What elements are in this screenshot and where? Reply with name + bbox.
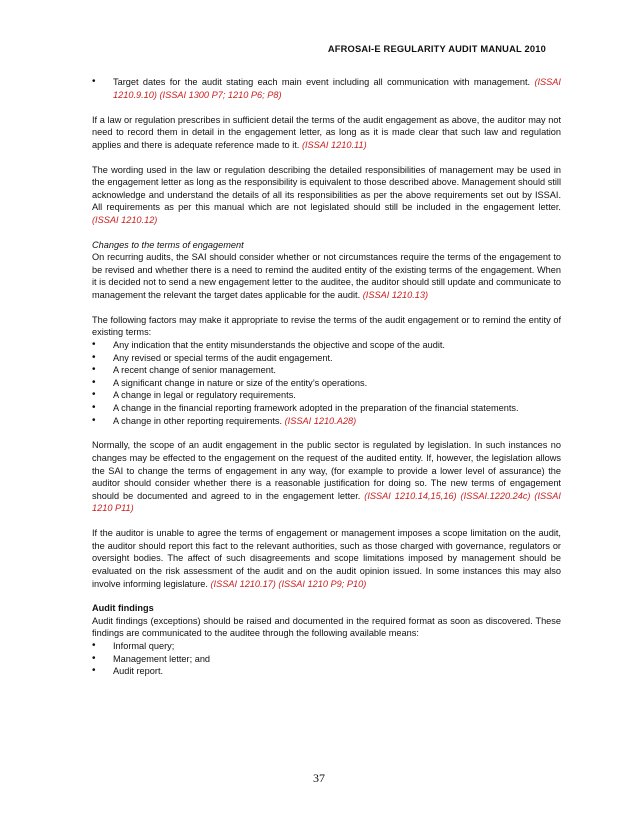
issai-reference: (ISSAI 1210.13) <box>362 290 429 301</box>
section-audit-findings: Audit findings Audit findings (exceptions) should be raised and documented in the required format as soon as discovered. These findings are communicated to the auditee through the following available means: <box>92 603 561 639</box>
factors-intro: The following factors may make it appropriate to revise the terms of the audit engagement or to remind the entity of existing terms: <box>92 314 561 338</box>
list-item: • Audit report. <box>92 665 561 678</box>
list-item: • A change in other reporting requirements. (ISSAI 1210.A28) <box>92 415 561 428</box>
issai-reference: (ISSAI 1210.11) <box>301 139 367 150</box>
issai-reference: (ISSAI 1210.9.10) (ISSAI 1300 P7; 1210 P6; P8) <box>113 77 561 100</box>
target-dates-list <box>92 76 561 101</box>
page-number: 37 <box>313 771 325 785</box>
list-item: • A change in the financial reporting framework adopted in the preparation of the financial statements. <box>92 402 561 415</box>
list-item: • Target dates for the audit stating each main event including all communication with management. (ISSAI 1210.9.10) (ISSAI 1300 P7; 1210 P6; P8) <box>92 76 561 101</box>
issai-reference: (ISSAI 1210.17) (ISSAI 1210 P9; P10) <box>210 578 367 589</box>
issai-reference: (ISSAI 1210.14,15,16) (ISSAI.1220.24c) (ISSAI 1210 P11) <box>92 490 561 514</box>
list-item: • A change in legal or regulatory requirements. <box>92 389 561 402</box>
section-heading-changes: Changes to the terms of engagement <box>92 239 244 250</box>
section-changes-terms: Changes to the terms of engagement On recurring audits, the SAI should consider whether or not circumstances require the terms of the engagement to be revised and whether there is a need to remind the audited entity of the existing terms of the engagement. When it is decided not to send a new engagement letter to the auditee, the auditor should still update and communicate to management the relevant the target dates applicable for the audit. (ISSAI 1210.13) <box>92 239 561 301</box>
running-header: AFROSAI-E REGULARITY AUDIT MANUAL 2010 <box>327 44 546 54</box>
paragraph-scope-limitation: If the auditor is unable to agree the terms of engagement or management imposes a scope limitation on the audit, the auditor should report this fact to the relevant authorities, such as those charged with governance, regulators or oversight bodies. The affect of such disagreements and scope limitations imposed by management should be evaluated on the risk assessment of the audit and on the audit opinion issued. In some instances this may also involve informing legislature. (ISSAI 1210.17) (ISSAI 1210 P9; P10) <box>92 528 561 589</box>
paragraph-wording: The wording used in the law or regulation describing the detailed responsibilities of management may be used in the engagement letter as long as the responsibility is equivalent to those described above. Management should still acknowledge and understand the details of all its responsibilities as per the above requirements set out by ISSAI. All requirements as per this manual which are not legislated should still be included in the engagement letter. (ISSAI 1210.12) <box>92 164 561 225</box>
list-item: • A significant change in nature or size of the entity’s operations. <box>92 377 561 390</box>
list-item: • Management letter; and <box>92 653 561 666</box>
list-item: • Any indication that the entity misunderstands the objective and scope of the audit. <box>92 339 561 352</box>
page-content <box>92 76 561 690</box>
list-item: • Any revised or special terms of the audit engagement. <box>92 352 561 365</box>
issai-reference: (ISSAI 1210.12) <box>92 214 158 225</box>
list-item: • A recent change of senior management. <box>92 364 561 377</box>
section-heading-findings: Audit findings <box>92 603 154 614</box>
issai-reference: (ISSAI 1210.A28) <box>284 415 357 426</box>
paragraph-law-regulation: If a law or regulation prescribes in sufficient detail the terms of the audit engagement as above, the auditor may not need to record them in detail in the engagement letter, as long as it is made clear that such law and regulation applies and there is adequate reference made to it. (ISSAI 1210.11) <box>92 114 561 150</box>
paragraph-scope-public-sector: Normally, the scope of an audit engagement in the public sector is regulated by legislation. In such instances no changes may be effected to the engagement on the request of the audited entity. If, however, the legislation allows the SAI to change the terms of engagement in any way, (for example to provide a lower level of assurance) the auditor should consider whether there is a reasonable justification for doing so. The new terms of engagement should be documented and agreed to in the engagement letter. (ISSAI 1210.14,15,16) (ISSAI.1220.24c) (ISSAI 1210 P11) <box>92 440 561 514</box>
factors-list <box>92 339 561 427</box>
list-item: • Informal query; <box>92 640 561 653</box>
findings-means-list <box>92 640 561 678</box>
